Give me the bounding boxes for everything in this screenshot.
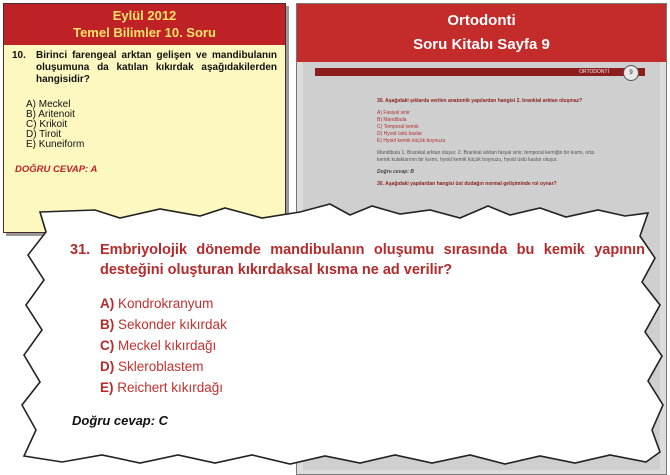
- option-letter: E): [100, 380, 114, 395]
- option-text: Reichert kıkırdağı: [117, 380, 224, 395]
- exam-option: D) Tiroit: [26, 129, 61, 140]
- book-page-title: Soru Kitabı Sayfa 9: [413, 36, 550, 53]
- book-question: 30. Aşağıdaki şıklarda verilen anatomik yapılardan hangisi 2. brankial arktan oluşmaz?: [377, 98, 583, 104]
- option-d: [100, 356, 645, 377]
- option-text: Meckel kıkırdağı: [118, 338, 217, 353]
- option-letter: A): [100, 296, 115, 311]
- book-explanation: Mandibula 1. Brankial arktan oluşur. 2. Brankial arktan fasyal sinir, temporal kemiğin bir kısmı, orta kemik kulaklarının bir kısmı, hyoid kemik küçük boynuzu, hyoid üstü kaslar oluşur.: [377, 150, 595, 163]
- option-text: Skleroblastem: [118, 359, 204, 374]
- book-next-question: 30. Aşağıdaki yapılardan hangisi üst dudağın normal gelişiminde rol oynar?: [377, 181, 557, 187]
- exam-date-title: Eylül 2012: [112, 8, 177, 23]
- book-answer: Doğru cevap: B: [377, 169, 414, 175]
- option-a: [100, 293, 645, 314]
- exam-option: A) Meckel: [26, 99, 71, 110]
- exam-question-number: 10.: [12, 50, 26, 61]
- book-option: B) Mandibula: [377, 117, 407, 123]
- option-e: [100, 377, 645, 398]
- exam-correct-answer: DOĞRU CEVAP: A: [15, 164, 98, 175]
- exam-option: C) Krikoit: [26, 119, 68, 130]
- main-question: [70, 240, 645, 280]
- option-letter: B): [100, 317, 115, 332]
- book-option: A) Fasiyal sinir: [377, 110, 410, 116]
- main-correct-answer: Doğru cevap: C: [72, 413, 169, 428]
- exam-option: E) Kuneiform: [26, 139, 85, 150]
- exam-section-title: Temel Bilimler 10. Soru: [73, 25, 216, 40]
- option-letter: C): [100, 338, 115, 353]
- option-c: [100, 335, 645, 356]
- main-question-number: 31.: [70, 242, 91, 258]
- option-text: Sekonder kıkırdak: [118, 317, 227, 332]
- main-question-text: Embriyolojik dönemde mandibulanın oluşumu sırasında bu kemik yapının desteğini oluşturan kıkırdaksal kısma ne ad verilir?: [100, 242, 645, 278]
- exam-option: B) Aritenoit: [26, 109, 75, 120]
- main-options-list: [100, 293, 645, 398]
- exam-question-text: Birinci farengeal arktan gelişen ve mandibulanın oluşumuna da katılan kıkırdak aşağıdakilerden hangisidir?: [36, 50, 277, 85]
- main-question-block: [70, 240, 645, 398]
- book-page-number: 9: [623, 65, 639, 81]
- book-option: C) Temporal kemik: [377, 124, 419, 130]
- option-b: [100, 314, 645, 335]
- option-letter: D): [100, 359, 115, 374]
- book-subject-title: Ortodonti: [447, 12, 516, 29]
- option-text: Kondrokranyum: [118, 296, 214, 311]
- book-section-label: ORTODONTİ: [579, 69, 609, 75]
- book-option: E) Hyoid kemik küçük boynuzu: [377, 138, 446, 144]
- book-option: D) Hyoid üstü kaslar: [377, 131, 423, 137]
